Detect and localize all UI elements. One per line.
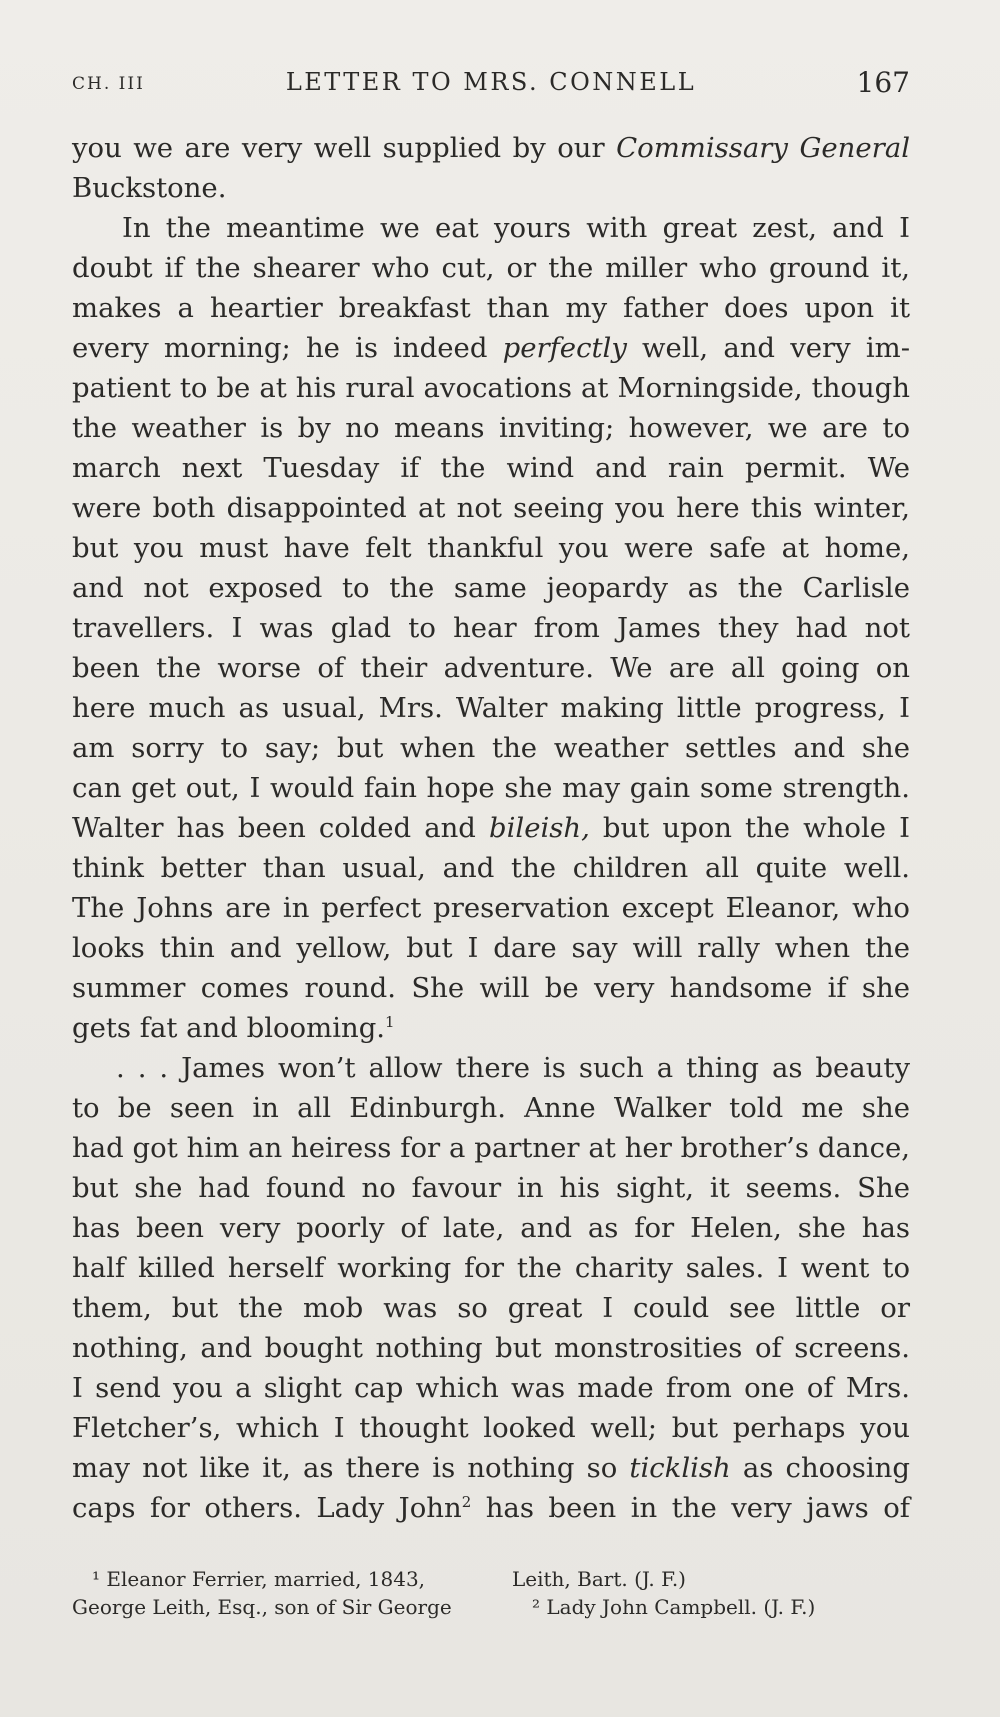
text-line: can get out, I would fain hope she may gain some strength. bbox=[72, 772, 910, 804]
text-line: looks thin and yellow, but I dare say will rally when the bbox=[72, 932, 910, 964]
text-line: to be seen in all Edinburgh. Anne Walker told me she bbox=[72, 1092, 910, 1124]
text-line: but she had found no favour in his sight, it seems. She bbox=[72, 1172, 910, 1204]
text-line: The Johns are in perfect preservation except Eleanor, who bbox=[72, 892, 910, 924]
footnotes bbox=[72, 1565, 910, 1625]
page-number: 167 bbox=[856, 66, 910, 99]
footnote-2 bbox=[512, 1565, 912, 1621]
text-line: I send you a slight cap which was made from one of Mrs. bbox=[72, 1372, 910, 1404]
italic-text: bileish, bbox=[489, 812, 590, 844]
text-line: Walter has been colded and bileish, but upon the whole I bbox=[72, 812, 910, 844]
letter-body bbox=[72, 128, 910, 1528]
text-line: doubt if the shearer who cut, or the miller who ground it, bbox=[72, 252, 910, 284]
text-line: patient to be at his rural avocations at Morningside, though bbox=[72, 372, 910, 404]
italic-text: perfectly bbox=[502, 332, 627, 364]
text-line: has been very poorly of late, and as for Helen, she has bbox=[72, 1212, 910, 1244]
text-line: In the meantime we eat yours with great zest, and I bbox=[122, 212, 910, 244]
text-line: gets fat and blooming.$^1$ bbox=[72, 1012, 395, 1044]
text-line: were both disappointed at not seeing you here this winter, bbox=[72, 492, 910, 524]
text-line: here much as usual, Mrs. Walter making little progress, I bbox=[72, 692, 910, 724]
text-line: but you must have felt thankful you were safe at home, bbox=[72, 532, 910, 564]
text-line: had got him an heiress for a partner at her brother’s dance, bbox=[72, 1132, 910, 1164]
italic-text: Commissary General bbox=[616, 132, 911, 164]
text-line: them, but the mob was so great I could see little or bbox=[72, 1292, 910, 1324]
text-line: makes a heartier breakfast than my father does upon it bbox=[72, 292, 910, 324]
footnote-1 bbox=[72, 1565, 492, 1621]
footnote-marker: 2 bbox=[461, 1492, 472, 1511]
text-line: march next Tuesday if the wind and rain permit. We bbox=[72, 452, 910, 484]
page-title: LETTER TO MRS. CONNELL bbox=[285, 68, 697, 96]
text-line: and not exposed to the same jeopardy as the Carlisle bbox=[72, 572, 910, 604]
text-line: . . . James won’t allow there is such a thing as beauty bbox=[116, 1052, 910, 1084]
text-line: summer comes round. She will be very handsome if she bbox=[72, 972, 910, 1004]
text-line: Buckstone. bbox=[72, 172, 227, 204]
text-line: the weather is by no means inviting; however, we are to bbox=[72, 412, 910, 444]
italic-text: ticklish bbox=[629, 1452, 731, 1484]
chapter-label: CH. III bbox=[72, 74, 145, 94]
text-line: think better than usual, and the children all quite well. bbox=[72, 852, 910, 884]
footnote-marker: 1 bbox=[385, 1012, 395, 1031]
footnote-line: ² Lady John Campbell. (J. F.) bbox=[532, 1595, 816, 1619]
text-line: you we are very well supplied by our Commissary General bbox=[72, 132, 911, 164]
text-line: been the worse of their adventure. We are all going on bbox=[72, 652, 910, 684]
text-line: nothing, and bought nothing but monstrosities of screens. bbox=[72, 1332, 910, 1364]
footnote-line: ¹ Eleanor Ferrier, married, 1843, bbox=[92, 1567, 426, 1591]
text-line: every morning; he is indeed perfectly well, and very im- bbox=[72, 332, 911, 364]
text-line: travellers. I was glad to hear from James they had not bbox=[72, 612, 910, 644]
footnote-line: Leith, Bart. (J. F.) bbox=[512, 1567, 686, 1591]
text-line: caps for others. Lady John$^2$ has been in the very jaws of bbox=[72, 1492, 910, 1524]
text-line: half killed herself working for the charity sales. I went to bbox=[72, 1252, 910, 1284]
text-line: may not like it, as there is nothing so ticklish as choosing bbox=[72, 1452, 910, 1484]
footnote-line: George Leith, Esq., son of Sir George bbox=[72, 1595, 452, 1619]
text-line: am sorry to say; but when the weather settles and she bbox=[72, 732, 910, 764]
running-header bbox=[72, 66, 910, 106]
text-line: Fletcher’s, which I thought looked well; but perhaps you bbox=[72, 1412, 910, 1444]
